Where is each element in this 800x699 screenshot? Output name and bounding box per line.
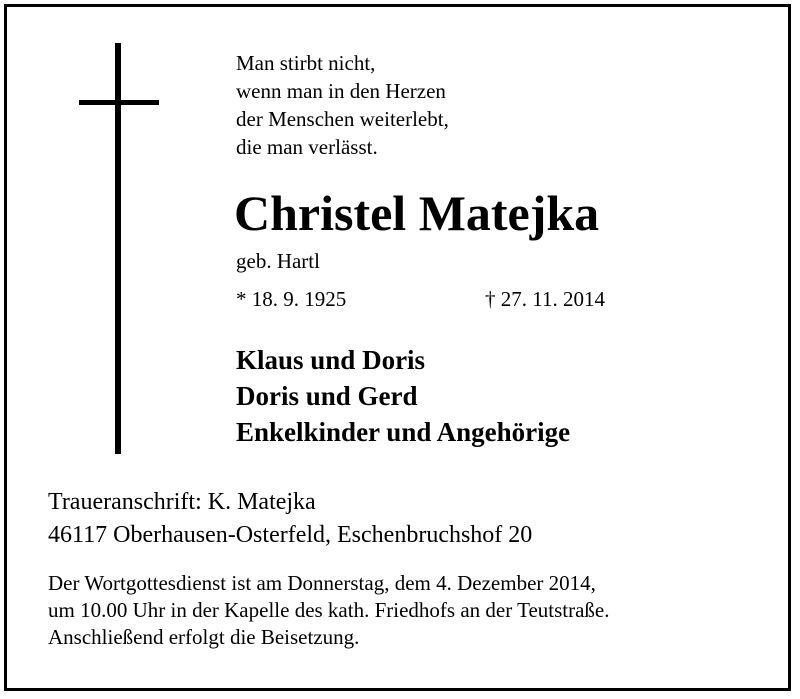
quote-line: Man stirbt nicht, <box>236 51 376 75</box>
mourners-list <box>236 342 570 450</box>
address-line: Traueranschrift: K. Matejka <box>48 489 316 515</box>
birth-date: * 18. 9. 1925 <box>236 287 347 311</box>
mourner-line: Klaus und Doris <box>236 345 426 375</box>
service-line: um 10.00 Uhr in der Kapelle des kath. Friedhofs an der Teutstraße. <box>48 598 610 622</box>
memorial-quote <box>236 49 449 161</box>
service-details <box>48 570 610 651</box>
mourner-line: Enkelkinder und Angehörige <box>236 417 571 447</box>
quote-line: die man verlässt. <box>236 135 378 159</box>
birth-name: geb. Hartl <box>236 249 320 273</box>
cross-horizontal-bar <box>79 100 159 105</box>
service-line: Der Wortgottesdienst ist am Donnerstag, dem 4. Dezember 2014, <box>48 571 596 595</box>
quote-line: der Menschen weiterlebt, <box>236 107 449 131</box>
mourner-line: Doris und Gerd <box>236 381 418 411</box>
service-line: Anschließend erfolgt die Beisetzung. <box>48 625 360 649</box>
deceased-name: Christel Matejka <box>234 185 600 241</box>
death-date: † 27. 11. 2014 <box>485 287 605 311</box>
quote-line: wenn man in den Herzen <box>236 79 446 103</box>
address-line: 46117 Oberhausen-Osterfeld, Eschenbruchshof 20 <box>48 522 533 548</box>
mourning-address <box>48 486 532 552</box>
